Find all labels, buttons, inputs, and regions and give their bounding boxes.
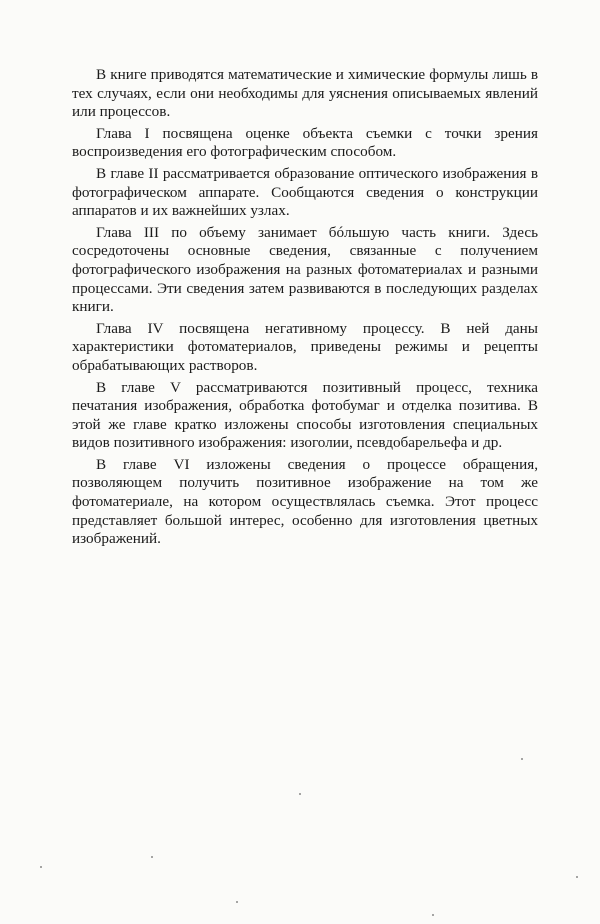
paragraph-chapter-2: В главе II рассматривается образование оптического изображения в фотографическом аппарате. Сообщаются сведения о конструкции аппаратов и их важнейших узлах. bbox=[72, 164, 538, 220]
scan-speck bbox=[299, 793, 301, 795]
scan-speck bbox=[236, 901, 238, 903]
paragraph-chapter-1: Глава I посвящена оценке объекта съемки с точки зрения воспроизведения его фотографическим способом. bbox=[72, 124, 538, 161]
body-text bbox=[72, 66, 538, 552]
scan-speck bbox=[576, 876, 578, 878]
scan-speck bbox=[40, 866, 42, 868]
paragraph-chapter-6: В главе VI изложены сведения о процессе обращения, позволяющем получить позитивное изображение на том же фотоматериале, на котором осуществлялась съемка. Этот процесс представляет большой интерес, особенно для изготовления цветных изображений. bbox=[72, 455, 538, 548]
paragraph-chapter-3: Глава III по объему занимает бóльшую часть книги. Здесь сосредоточены основные сведения, связанные с получением фотографического изображения на разных фотоматериалах и разными процессами. Эти сведения затем развиваются в последующих разделах книги. bbox=[72, 223, 538, 316]
paragraph-chapter-4: Глава IV посвящена негативному процессу. В ней даны характеристики фотоматериалов, приведены режимы и рецепты обрабатывающих растворов. bbox=[72, 319, 538, 374]
scan-speck bbox=[151, 856, 153, 858]
scan-speck bbox=[521, 758, 523, 760]
paragraph-intro: В книге приводятся математические и химические формулы лишь в тех случаях, если они необходимы для уяснения описываемых явлений или процессов. bbox=[72, 66, 538, 121]
scan-speck bbox=[432, 914, 434, 916]
paragraph-chapter-5: В главе V рассматриваются позитивный процесс, техника печатания изображения, обработка фотобумаг и отделка позитива. В этой же главе кратко изложены способы изготовления специальных видов позитивного изображения: изоголии, псевдобарельефа и др. bbox=[72, 378, 538, 452]
